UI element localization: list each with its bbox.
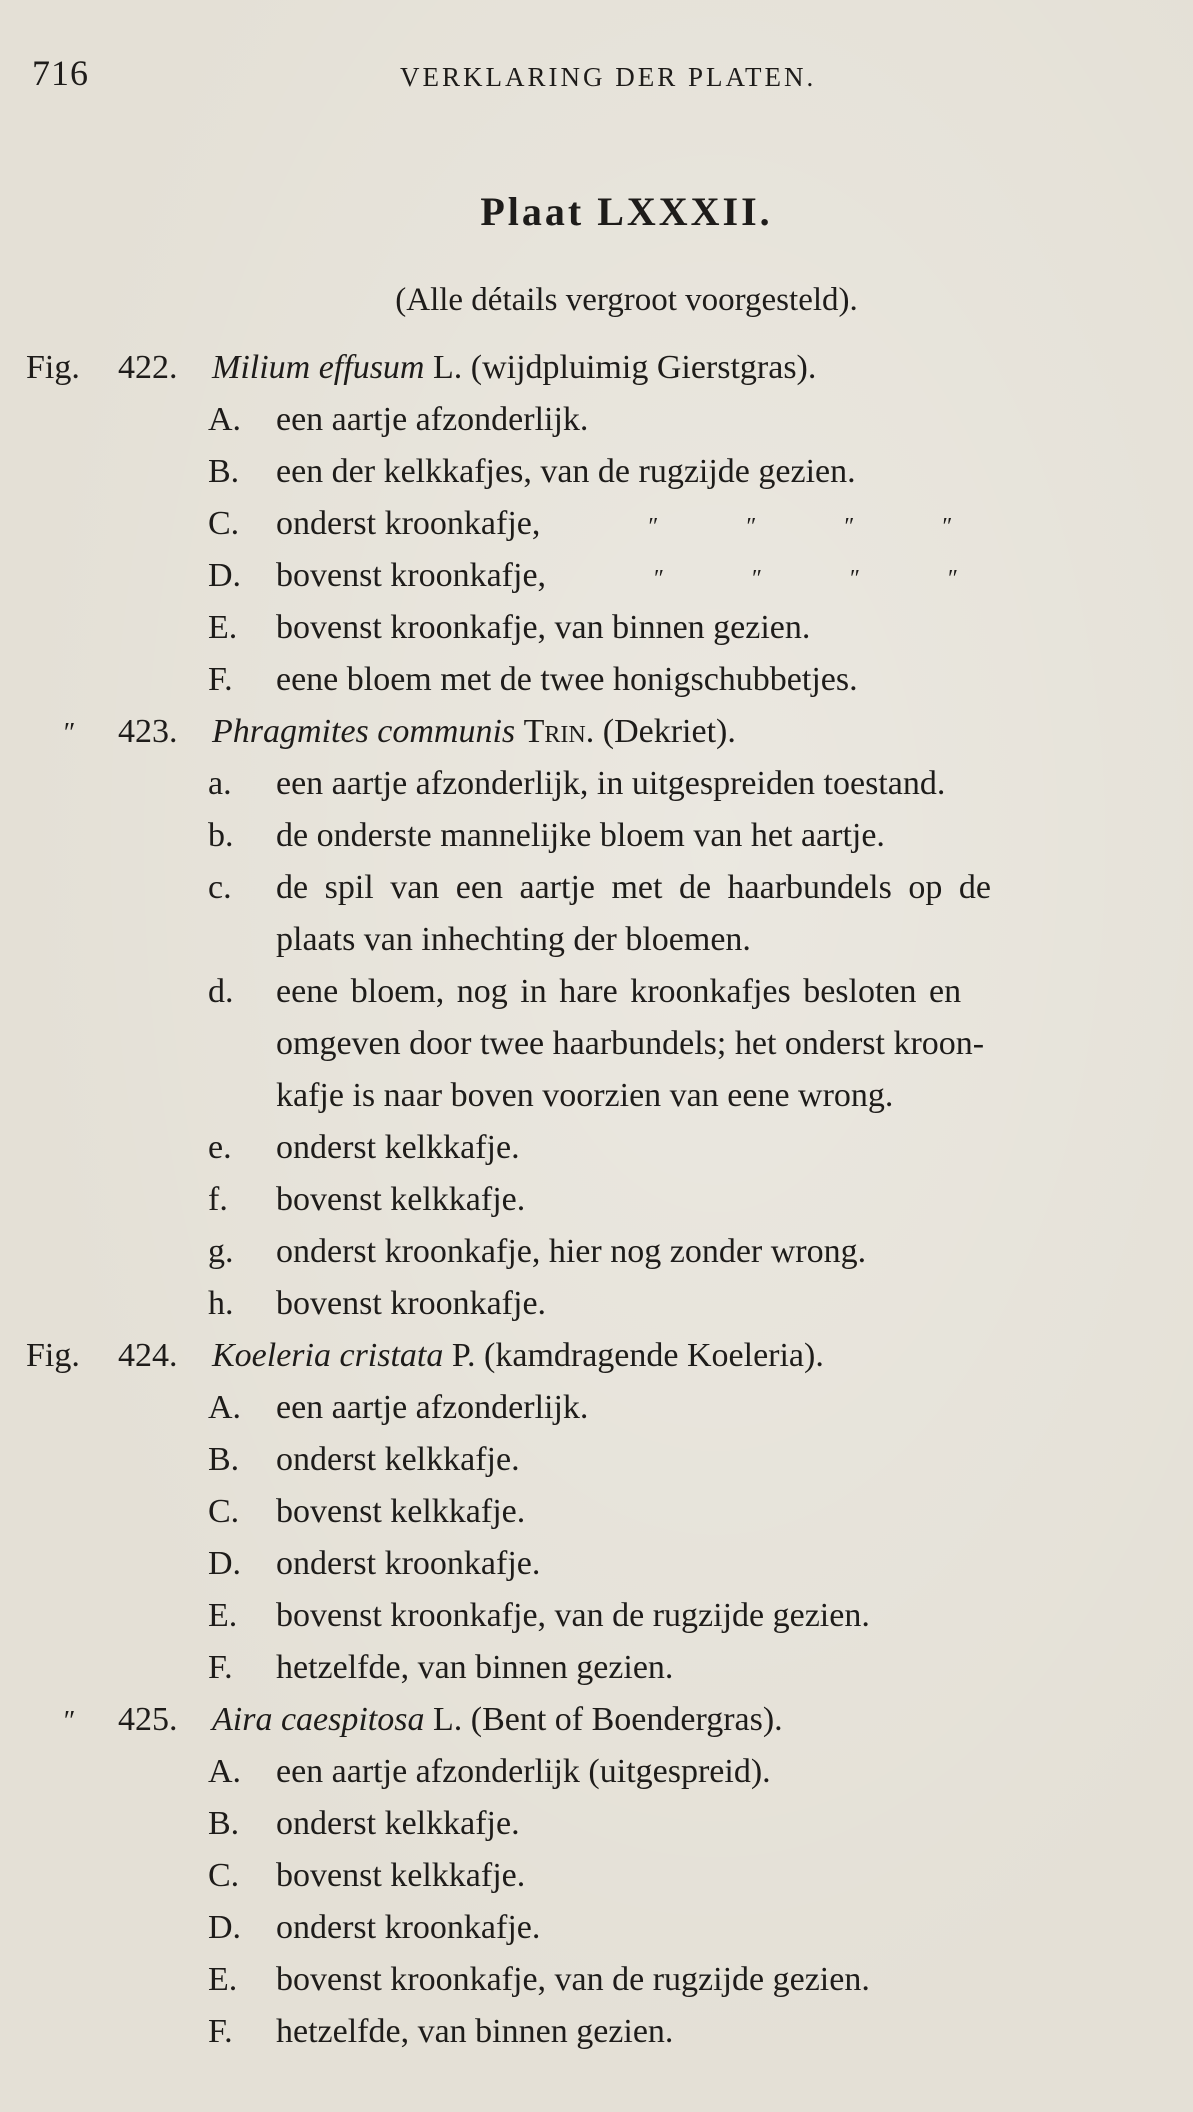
fig-label xyxy=(62,1700,92,1742)
ditto-mark: ″ xyxy=(750,566,761,592)
item-text: bovenst kelkkafje. xyxy=(276,1857,526,1894)
item-text-main: onderst kroonkafje, xyxy=(276,505,541,542)
ditto-mark: ″ xyxy=(744,514,755,540)
ditto-marks xyxy=(603,507,995,547)
item-text: een der kelkkafjes, van de rugzijde gezien. xyxy=(276,453,856,490)
item-letter: C. xyxy=(208,1493,240,1530)
common-name: (Dekriet). xyxy=(602,713,736,750)
plate-subtitle: (Alle détails vergroot voorgesteld). xyxy=(395,282,858,318)
ditto-mark: ″ xyxy=(848,566,859,592)
item-text: eene bloem, nog in hare kroonkafjes besloten en xyxy=(276,973,962,1010)
common-name: (kamdragende Koeleria). xyxy=(484,1337,824,1374)
item-letter: B. xyxy=(208,453,240,490)
fig-number: 424. xyxy=(118,1337,178,1374)
item-letter: B. xyxy=(208,1441,240,1478)
species-line xyxy=(212,1700,783,1740)
common-name: (Bent of Boendergras). xyxy=(470,1701,783,1738)
item-text-continued: omgeven door twee haarbundels; het onderst kroon- xyxy=(276,1025,985,1062)
item-text: onderst kelkkafje. xyxy=(276,1805,520,1842)
item-letter: F. xyxy=(208,2013,233,2050)
item-letter: C. xyxy=(208,1857,240,1894)
fig-number: 425. xyxy=(118,1701,178,1738)
ditto-mark: ″ xyxy=(940,514,951,540)
item-letter: e. xyxy=(208,1129,232,1166)
species-line xyxy=(212,348,816,388)
item-text: hetzelfde, van binnen gezien. xyxy=(276,2013,674,2050)
item-text: hetzelfde, van binnen gezien. xyxy=(276,1649,674,1686)
item-letter: E. xyxy=(208,1597,238,1634)
item-letter: C. xyxy=(208,505,240,542)
species-author: L. xyxy=(432,1701,463,1738)
item-text: een aartje afzonderlijk, in uitgespreiden toestand. xyxy=(276,765,946,802)
species-author: Trin. xyxy=(523,713,595,750)
item-text: bovenst kroonkafje, van de rugzijde gezien. xyxy=(276,1597,870,1634)
page-number: 716 xyxy=(32,53,89,93)
item-text: bovenst kroonkafje, van binnen gezien. xyxy=(276,609,811,646)
ditto-marks xyxy=(609,559,1001,599)
item-text xyxy=(276,504,995,547)
ditto-mark: ″ xyxy=(646,514,657,540)
item-letter: B. xyxy=(208,1805,240,1842)
species-name: Koeleria cristata xyxy=(212,1337,444,1374)
fig-label: Fig. xyxy=(26,1337,80,1374)
item-text: een aartje afzonderlijk (uitgespreid). xyxy=(276,1753,771,1790)
item-letter: c. xyxy=(208,869,232,906)
item-text-continued: kafje is naar boven voorzien van eene wrong. xyxy=(276,1077,894,1114)
item-letter: D. xyxy=(208,1909,242,1946)
item-text-continued: plaats van inhechting der bloemen. xyxy=(276,921,751,958)
running-head: VERKLARING DER PLATEN. xyxy=(400,62,817,92)
item-letter: A. xyxy=(208,1389,242,1426)
item-text: onderst kelkkafje. xyxy=(276,1129,520,1166)
item-letter: h. xyxy=(208,1285,234,1322)
item-letter: A. xyxy=(208,1753,242,1790)
item-text: eene bloem met de twee honigschubbetjes. xyxy=(276,661,858,698)
fig-label: Fig. xyxy=(26,349,80,386)
fig-label xyxy=(62,712,92,754)
common-name: (wijdpluimig Gierstgras). xyxy=(470,349,817,386)
plate-title: Plaat LXXXII. xyxy=(480,189,773,234)
species-author: P. xyxy=(451,1337,476,1374)
item-text: de onderste mannelijke bloem van het aartje. xyxy=(276,817,885,854)
item-letter: E. xyxy=(208,1961,238,1998)
item-text: bovenst kelkkafje. xyxy=(276,1493,526,1530)
item-letter: E. xyxy=(208,609,238,646)
item-letter: F. xyxy=(208,1649,233,1686)
item-text: een aartje afzonderlijk. xyxy=(276,1389,589,1426)
item-letter: D. xyxy=(208,557,242,594)
item-text: de spil van een aartje met de haarbundels op de xyxy=(276,869,991,906)
species-name: Milium effusum xyxy=(212,349,425,386)
item-text: bovenst kelkkafje. xyxy=(276,1181,526,1218)
fig-number: 422. xyxy=(118,349,178,386)
page-header xyxy=(32,52,1161,102)
ditto-mark: ″ xyxy=(62,718,74,749)
item-letter: b. xyxy=(208,817,234,854)
item-text: bovenst kroonkafje, van de rugzijde gezien. xyxy=(276,1961,870,1998)
item-letter: f. xyxy=(208,1181,228,1218)
item-text: onderst kroonkafje. xyxy=(276,1545,541,1582)
item-text: onderst kelkkafje. xyxy=(276,1441,520,1478)
item-letter: A. xyxy=(208,401,242,438)
item-text: onderst kroonkafje. xyxy=(276,1909,541,1946)
item-text: bovenst kroonkafje. xyxy=(276,1285,547,1322)
ditto-mark: ″ xyxy=(946,566,957,592)
species-name: Aira caespitosa xyxy=(212,1701,425,1738)
item-letter: g. xyxy=(208,1233,234,1270)
species-line xyxy=(212,712,736,752)
species-author: L. xyxy=(432,349,463,386)
item-text: een aartje afzonderlijk. xyxy=(276,401,589,438)
fig-number: 423. xyxy=(118,713,178,750)
ditto-mark: ″ xyxy=(62,1706,74,1737)
item-text: onderst kroonkafje, hier nog zonder wrong. xyxy=(276,1233,867,1270)
item-letter: F. xyxy=(208,661,233,698)
item-text-main: bovenst kroonkafje, xyxy=(276,557,547,594)
species-name: Phragmites communis xyxy=(212,713,516,750)
item-letter: D. xyxy=(208,1545,242,1582)
item-text xyxy=(276,556,1001,599)
ditto-mark: ″ xyxy=(842,514,853,540)
item-letter: d. xyxy=(208,973,234,1010)
species-line xyxy=(212,1336,824,1376)
ditto-mark: ″ xyxy=(652,566,663,592)
item-letter: a. xyxy=(208,765,232,802)
